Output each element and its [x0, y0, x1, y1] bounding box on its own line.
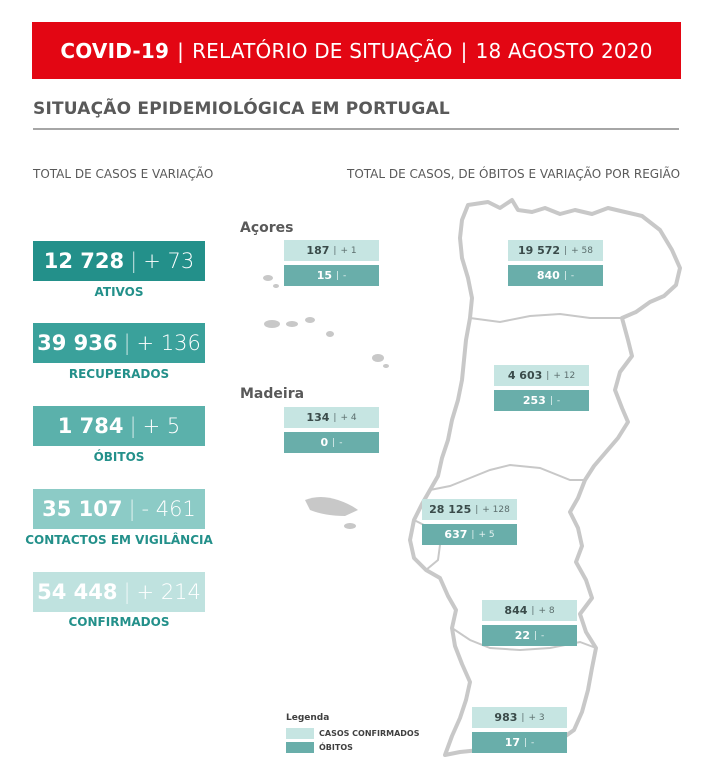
region-deaths-alentejo — [482, 625, 577, 646]
stat-separator: | — [123, 331, 131, 355]
border-centro-alentejo — [430, 465, 585, 490]
region-cases-madeira — [284, 407, 379, 428]
section-title: SITUAÇÃO EPIDEMIOLÓGICA EM PORTUGAL — [33, 99, 450, 119]
deaths-delta: - — [343, 270, 347, 281]
region-deaths-madeira — [284, 432, 379, 453]
stat-box-recuperados — [33, 323, 205, 363]
azores-islands — [263, 275, 389, 368]
separator: | — [475, 504, 479, 515]
banner-separator-2: | — [460, 38, 468, 63]
deaths-value: 840 — [536, 269, 560, 282]
cases-delta: + 8 — [538, 605, 555, 616]
stat-delta: + 73 — [143, 249, 195, 273]
legend-title: Legenda — [286, 713, 330, 723]
legend-label-cases: CASOS CONFIRMADOS — [319, 729, 420, 738]
stat-box-confirmados — [33, 572, 205, 612]
separator: | — [546, 370, 550, 381]
legend-label-deaths: ÓBITOS — [319, 743, 353, 752]
deaths-value: 253 — [522, 394, 546, 407]
separator: | — [471, 529, 475, 540]
madeira-islands — [305, 497, 358, 529]
legend-swatch-deaths — [286, 742, 314, 753]
deaths-value: 637 — [444, 528, 468, 541]
cases-value: 134 — [306, 411, 330, 424]
stat-box-ativos — [33, 241, 205, 281]
stat-value: 12 728 — [43, 249, 125, 273]
stat-delta: + 136 — [136, 331, 201, 355]
cases-delta: + 3 — [528, 712, 545, 723]
separator: | — [564, 245, 568, 256]
deaths-delta: - — [570, 270, 575, 281]
separator: | — [333, 412, 337, 423]
deaths-delta: - — [339, 437, 343, 448]
stat-box-contactos — [33, 489, 205, 529]
separator: | — [549, 395, 553, 406]
deaths-delta: - — [541, 630, 545, 641]
region-deaths-norte — [508, 265, 603, 286]
separator: | — [531, 605, 535, 616]
border-norte-centro — [470, 314, 622, 322]
deaths-delta: - — [531, 737, 535, 748]
stat-delta: + 5 — [142, 414, 181, 438]
cases-value: 187 — [306, 244, 330, 257]
separator: | — [336, 270, 340, 281]
stat-delta: + 214 — [136, 580, 201, 604]
report-banner — [32, 22, 681, 79]
banner-separator-1: | — [177, 38, 185, 63]
separator: | — [563, 270, 567, 281]
cases-delta: + 128 — [482, 504, 510, 515]
region-name-madeira: Madeira — [240, 386, 305, 402]
cases-value: 844 — [504, 604, 528, 617]
region-deaths-centro — [494, 390, 589, 411]
stat-value: 1 784 — [57, 414, 124, 438]
stat-separator: | — [123, 580, 131, 604]
deaths-value: 0 — [320, 436, 329, 449]
separator: | — [333, 245, 337, 256]
stat-separator: | — [129, 414, 137, 438]
region-deaths-algarve — [472, 732, 567, 753]
cases-value: 983 — [494, 711, 518, 724]
deaths-value: 15 — [316, 269, 332, 282]
cases-delta: + 58 — [571, 245, 593, 256]
region-cases-acores — [284, 240, 379, 261]
left-column-title: TOTAL DE CASOS E VARIAÇÃO — [33, 167, 214, 181]
section-divider — [33, 128, 679, 130]
stat-delta: - 461 — [141, 497, 196, 521]
deaths-value: 17 — [504, 736, 520, 749]
stat-label-confirmados: CONFIRMADOS — [68, 615, 170, 629]
deaths-value: 22 — [514, 629, 530, 642]
banner-title-covid: COVID-19 — [60, 38, 170, 63]
cases-value: 4 603 — [507, 369, 543, 382]
legend-swatch-cases — [286, 728, 314, 739]
stat-separator: | — [130, 249, 138, 273]
cases-delta: + 1 — [340, 245, 357, 256]
region-cases-centro — [494, 365, 589, 386]
separator: | — [524, 737, 528, 748]
cases-delta: + 12 — [553, 370, 576, 381]
stat-label-recuperados: RECUPERADOS — [68, 367, 170, 381]
banner-title-report: RELATÓRIO DE SITUAÇÃO — [192, 38, 453, 63]
stat-box-obitos — [33, 406, 205, 446]
separator: | — [521, 712, 525, 723]
stat-value: 35 107 — [42, 497, 123, 521]
deaths-delta: - — [556, 395, 561, 406]
right-column-title: TOTAL DE CASOS, DE ÓBITOS E VARIAÇÃO POR REGIÃO — [347, 167, 681, 181]
deaths-delta: + 5 — [478, 529, 495, 540]
region-cases-algarve — [472, 707, 567, 728]
region-deaths-acores — [284, 265, 379, 286]
cases-value: 28 125 — [429, 503, 472, 516]
stat-separator: | — [128, 497, 136, 521]
stat-label-ativos: ATIVOS — [94, 285, 144, 299]
region-cases-lisboa — [422, 499, 517, 520]
stat-value: 54 448 — [37, 580, 118, 604]
stat-label-contactos: CONTACTOS EM VIGILÂNCIA — [25, 533, 213, 547]
stat-value: 39 936 — [37, 331, 118, 355]
region-cases-norte — [508, 240, 603, 261]
region-deaths-lisboa — [422, 524, 517, 545]
region-cases-alentejo — [482, 600, 577, 621]
cases-delta: + 4 — [340, 412, 357, 423]
separator: | — [534, 630, 538, 641]
stat-label-obitos: ÓBITOS — [93, 450, 145, 464]
region-name-acores: Açores — [240, 220, 294, 236]
banner-title-date: 18 AGOSTO 2020 — [475, 38, 653, 63]
separator: | — [332, 437, 336, 448]
cases-value: 19 572 — [517, 244, 561, 257]
